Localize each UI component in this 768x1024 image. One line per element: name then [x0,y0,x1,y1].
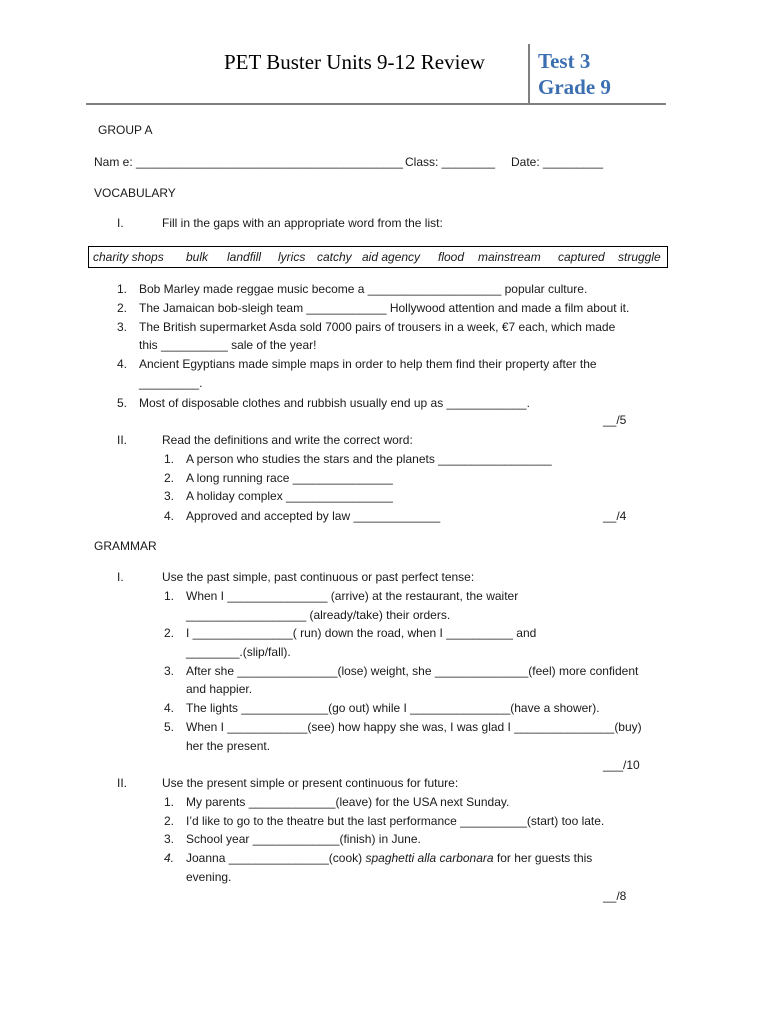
header-divider-vertical [528,44,530,104]
future-item-pre: Joanna _______________(cook) [186,851,366,865]
item-number: 3. [164,832,175,846]
future-item [186,851,592,865]
page-title: PET Buster Units 9-12 Review [224,50,485,74]
vocab-part2-instruction: Read the definitions and write the correct word: [162,433,413,447]
item-number: 5. [117,396,128,410]
score-label: __/8 [603,889,627,903]
word-item: landfill [227,250,262,264]
score-label: __/5 [603,413,627,427]
grammar-part2-instruction: Use the present simple or present continuous for future: [162,776,459,790]
vocab-item-text: Bob Marley made reggae music become a ____________________ popular culture. [139,282,588,296]
vocab-item-text: this __________ sale of the year! [139,338,317,352]
vocab-part1-instruction: Fill in the gaps with an appropriate word from the list: [162,216,443,230]
word-item: flood [438,250,465,264]
score-label: __/4 [603,509,627,523]
future-item: I’d like to go to the theatre but the last performance __________(start) too late. [186,814,605,828]
word-item: charity shops [93,250,164,264]
vocab-item-text: The British supermarket Asda sold 7000 pairs of trousers in a week, €7 each, which made [139,320,616,334]
item-number: 1. [164,452,175,466]
grammar-part1-instruction: Use the past simple, past continuous or past perfect tense: [162,570,475,584]
item-number: 5. [164,720,175,734]
item-number: 1. [164,589,175,603]
vocab-part1-numeral: I. [117,216,124,230]
word-item: catchy [317,250,352,264]
test-label: Test 3 [538,49,591,73]
item-number: 2. [164,626,175,640]
vocab-item-text: Ancient Egyptians made simple maps in order to help them find their property after the [139,357,597,371]
item-number: 2. [164,814,175,828]
vocab-item-text: The Jamaican bob-sleigh team ____________ Hollywood attention and made a film about it. [139,301,630,315]
vocab-item-text: _________. [139,376,203,390]
score-label: ___/10 [603,758,640,772]
grammar-item-text: I _______________( run) down the road, when I __________ and [186,626,537,640]
item-number: 3. [117,320,128,334]
grammar-item-text: When I ____________(see) how happy she was, I was glad I _______________(buy) [186,720,642,734]
name-field: Nam e: ________________________________________ [94,155,403,169]
word-item: mainstream [478,250,541,264]
grammar-item-text: The lights _____________(go out) while I _______________(have a shower). [186,701,600,715]
item-number: 4. [164,851,175,865]
definition-item: A holiday complex ________________ [186,489,393,503]
grammar-item-text: When I _______________ (arrive) at the restaurant, the waiter [186,589,519,603]
dish-name: spaghetti alla carbonara [365,851,494,865]
future-item-line2: evening. [186,870,232,884]
word-item: lyrics [278,250,306,264]
definition-item: A long running race _______________ [186,471,393,485]
future-item-post: for her guests this [493,851,593,865]
grammar-heading: GRAMMAR [94,539,157,553]
grade-label: Grade 9 [538,75,611,99]
grammar-item-text: her the present. [186,739,271,753]
item-number: 1. [117,282,128,296]
grammar-item-text: After she _______________(lose) weight, she ______________(feel) more confident [186,664,639,678]
item-number: 2. [117,301,128,315]
grammar-item-text: and happier. [186,682,253,696]
grammar-item-text: ________.(slip/fall). [186,645,291,659]
item-number: 3. [164,489,175,503]
item-number: 3. [164,664,175,678]
word-list-box [88,246,668,268]
item-number: 4. [164,701,175,715]
class-field: Class: ________ [405,155,496,169]
definition-item: A person who studies the stars and the planets _________________ [186,452,552,466]
group-label: GROUP A [98,123,153,137]
word-item: captured [558,250,605,264]
definition-item: Approved and accepted by law _____________ [186,509,441,523]
item-number: 2. [164,471,175,485]
date-field: Date: _________ [511,155,604,169]
item-number: 4. [164,509,175,523]
header-divider-horizontal [86,103,666,105]
grammar-part1-numeral: I. [117,570,124,584]
item-number: 1. [164,795,175,809]
future-item: School year _____________(finish) in June. [186,832,421,846]
vocabulary-heading: VOCABULARY [94,186,176,200]
vocab-item-text: Most of disposable clothes and rubbish usually end up as ____________. [139,396,530,410]
future-item: My parents _____________(leave) for the USA next Sunday. [186,795,510,809]
grammar-part2-numeral: II. [117,776,128,790]
grammar-item-text: __________________ (already/take) their orders. [186,608,451,622]
word-item: bulk [186,250,209,264]
item-number: 4. [117,357,128,371]
vocab-part2-numeral: II. [117,433,128,447]
word-item: aid agency [362,250,421,264]
word-item: struggle [618,250,661,264]
